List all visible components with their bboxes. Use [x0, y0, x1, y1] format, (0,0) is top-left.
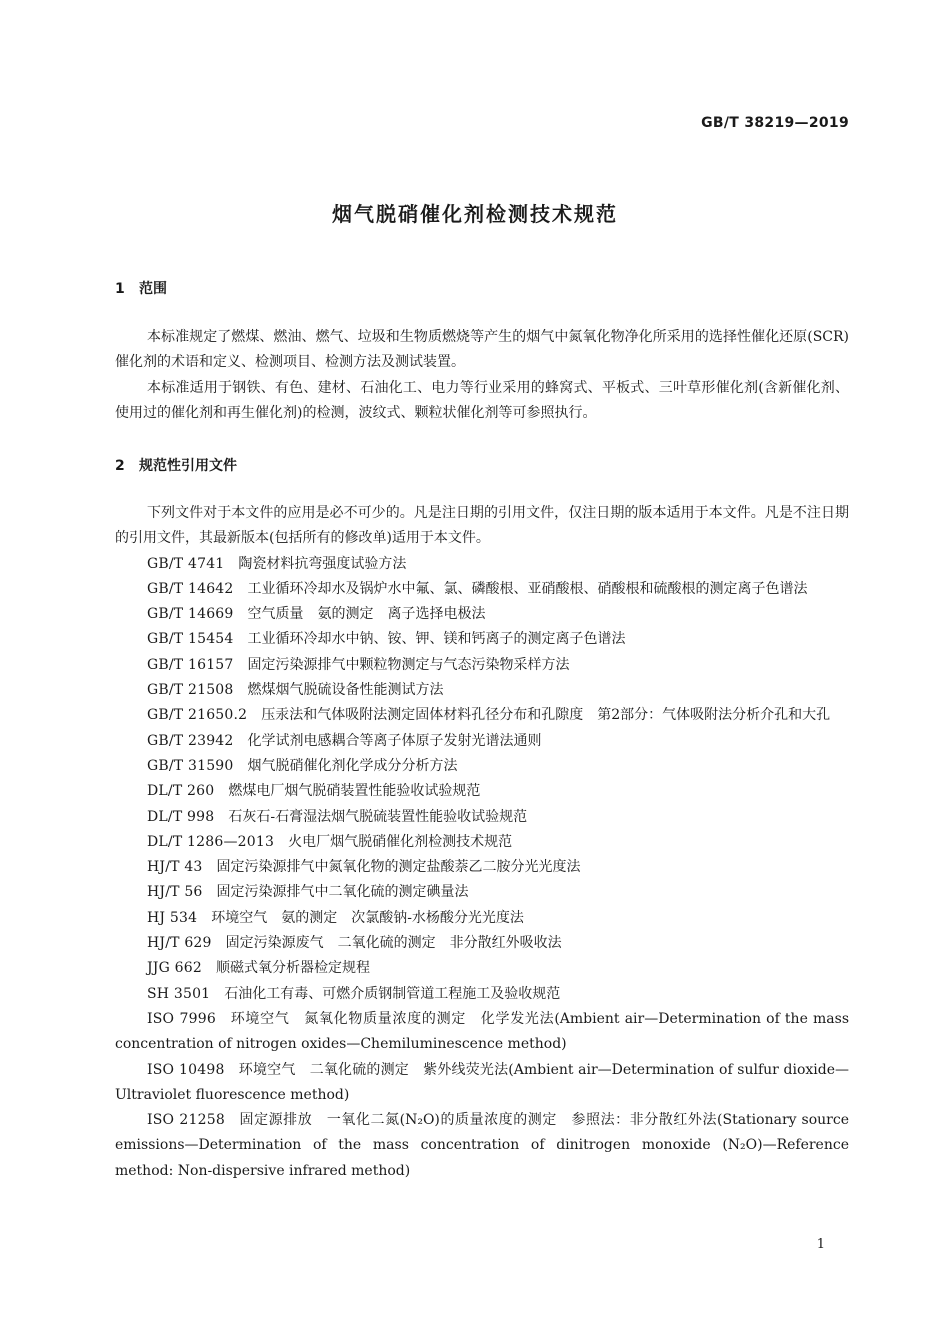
- reference-title: 火电厂烟气脱硝催化剂检测技术规范: [288, 833, 513, 850]
- reference-title: 石油化工有毒、可燃介质钢制管道工程施工及验收规范: [224, 985, 561, 1002]
- refs-intro: 下列文件对于本文件的应用是必不可少的。凡是注日期的引用文件，仅注日期的版本适用于本文件。凡是不注日期的引用文件，其最新版本(包括所有的修改单)适用于本文件。: [115, 505, 849, 547]
- reference-item: [115, 653, 849, 678]
- reference-item: [115, 1108, 849, 1184]
- section-heading-scope: [115, 278, 167, 298]
- section-number: 1: [115, 281, 125, 297]
- reference-item: [115, 880, 849, 905]
- reference-code: DL/T 998: [147, 808, 215, 825]
- reference-title: 烟气脱硝催化剂化学成分分析方法: [247, 757, 458, 774]
- reference-item: [115, 931, 849, 956]
- reference-title: 固定污染源排气中二氧化硫的测定碘量法: [216, 884, 469, 901]
- reference-title: 空气质量 氨的测定 离子选择电极法: [247, 606, 486, 623]
- reference-item: [115, 982, 849, 1007]
- reference-title: 化学试剂电感耦合等离子体原子发射光谱法通则: [247, 732, 542, 749]
- reference-title: 环境空气 二氧化硫的测定 紫外线荧光法(Ambient air—Determination of sulfur dioxide—Ultraviolet fluorescence method): [115, 1061, 849, 1103]
- reference-item: [115, 1058, 849, 1109]
- reference-code: HJ/T 629: [147, 935, 212, 952]
- page-number: 1: [816, 1237, 825, 1252]
- scope-paragraph: 本标准适用于钢铁、有色、建材、石油化工、电力等行业采用的蜂窝式、平板式、三叶草形催化剂(含新催化剂、使用过的催化剂和再生催化剂)的检测，波纹式、颗粒状催化剂等可参照执行。: [115, 379, 849, 421]
- reference-item: [115, 805, 849, 830]
- reference-code: GB/T 31590: [147, 757, 234, 774]
- reference-code: GB/T 14669: [147, 606, 234, 623]
- reference-code: JJG 662: [147, 960, 202, 977]
- reference-title: 压汞法和气体吸附法测定固体材料孔径分布和孔隙度 第2部分：气体吸附法分析介孔和大孔: [261, 707, 831, 724]
- reference-item: [115, 830, 849, 855]
- reference-title: 环境空气 氨的测定 次氯酸钠-水杨酸分光光度法: [211, 909, 524, 926]
- reference-item: [115, 577, 849, 602]
- reference-code: GB/T 21650.2: [147, 707, 248, 724]
- reference-code: GB/T 14642: [147, 580, 234, 597]
- reference-code: ISO 7996: [147, 1010, 216, 1027]
- reference-code: HJ/T 56: [147, 884, 203, 901]
- reference-item: [115, 552, 849, 577]
- reference-title: 环境空气 氮氧化物质量浓度的测定 化学发光法(Ambient air—Determination of the mass concentration of nitrogen oxides—Chemiluminescence method): [115, 1010, 850, 1053]
- reference-item: [115, 956, 849, 981]
- reference-item: [115, 729, 849, 754]
- reference-item: [115, 906, 849, 931]
- reference-title: 燃煤烟气脱硫设备性能测试方法: [247, 682, 444, 699]
- reference-list: [115, 552, 849, 1184]
- reference-code: ISO 21258: [147, 1112, 225, 1129]
- reference-code: GB/T 16157: [147, 656, 234, 673]
- reference-title: 工业循环冷却水中钠、铵、钾、镁和钙离子的测定离子色谱法: [247, 631, 626, 648]
- document-title: 烟气脱硝催化剂检测技术规范: [332, 202, 618, 226]
- reference-title: 石灰石-石膏湿法烟气脱硫装置性能验收试验规范: [228, 808, 528, 825]
- reference-title: 固定源排放 一氧化二氮(N₂O)的质量浓度的测定 参照法：非分散红外法(Stationary source emissions—Determination of the mass concentration of dinitrogen monoxide (N₂O)—Reference method: Non-dispersive infrared method): [115, 1112, 850, 1179]
- scope-body: [115, 325, 849, 426]
- reference-title: 固定污染源排气中颗粒物测定与气态污染物采样方法: [247, 656, 570, 673]
- refs-body: [115, 501, 849, 1184]
- reference-item: [115, 627, 849, 652]
- reference-code: DL/T 260: [147, 783, 215, 800]
- reference-item: [115, 703, 849, 728]
- reference-code: DL/T 1286—2013: [147, 833, 275, 850]
- reference-title: 工业循环冷却水及锅炉水中氟、氯、磷酸根、亚硝酸根、硝酸根和硫酸根的测定离子色谱法: [247, 580, 808, 597]
- reference-title: 固定污染源排气中氮氧化物的测定盐酸萘乙二胺分光光度法: [216, 859, 581, 876]
- reference-code: SH 3501: [147, 985, 211, 1002]
- reference-code: GB/T 21508: [147, 682, 234, 699]
- reference-code: GB/T 23942: [147, 732, 234, 749]
- reference-code: GB/T 4741: [147, 555, 225, 572]
- reference-code: HJ/T 43: [147, 859, 203, 876]
- reference-code: HJ 534: [147, 909, 198, 926]
- reference-title: 陶瓷材料抗弯强度试验方法: [238, 555, 407, 572]
- reference-title: 燃煤电厂烟气脱硝装置性能验收试验规范: [228, 783, 481, 800]
- reference-title: 顺磁式氧分析器检定规程: [215, 960, 370, 977]
- reference-item: [115, 678, 849, 703]
- reference-item: [115, 1007, 849, 1058]
- section-title: 范围: [139, 281, 167, 297]
- section-heading-refs: [115, 455, 237, 475]
- reference-code: GB/T 15454: [147, 631, 234, 648]
- section-title: 规范性引用文件: [139, 458, 237, 474]
- standard-code: GB/T 38219—2019: [701, 115, 849, 131]
- reference-item: [115, 602, 849, 627]
- scope-paragraph: 本标准规定了燃煤、燃油、燃气、垃圾和生物质燃烧等产生的烟气中氮氧化物净化所采用的选择性催化还原(SCR)催化剂的术语和定义、检测项目、检测方法及测试装置。: [115, 329, 849, 371]
- section-number: 2: [115, 458, 125, 474]
- reference-title: 固定污染源废气 二氧化硫的测定 非分散红外吸收法: [225, 935, 562, 952]
- reference-item: [115, 779, 849, 804]
- reference-code: ISO 10498: [147, 1061, 225, 1078]
- reference-item: [115, 855, 849, 880]
- reference-item: [115, 754, 849, 779]
